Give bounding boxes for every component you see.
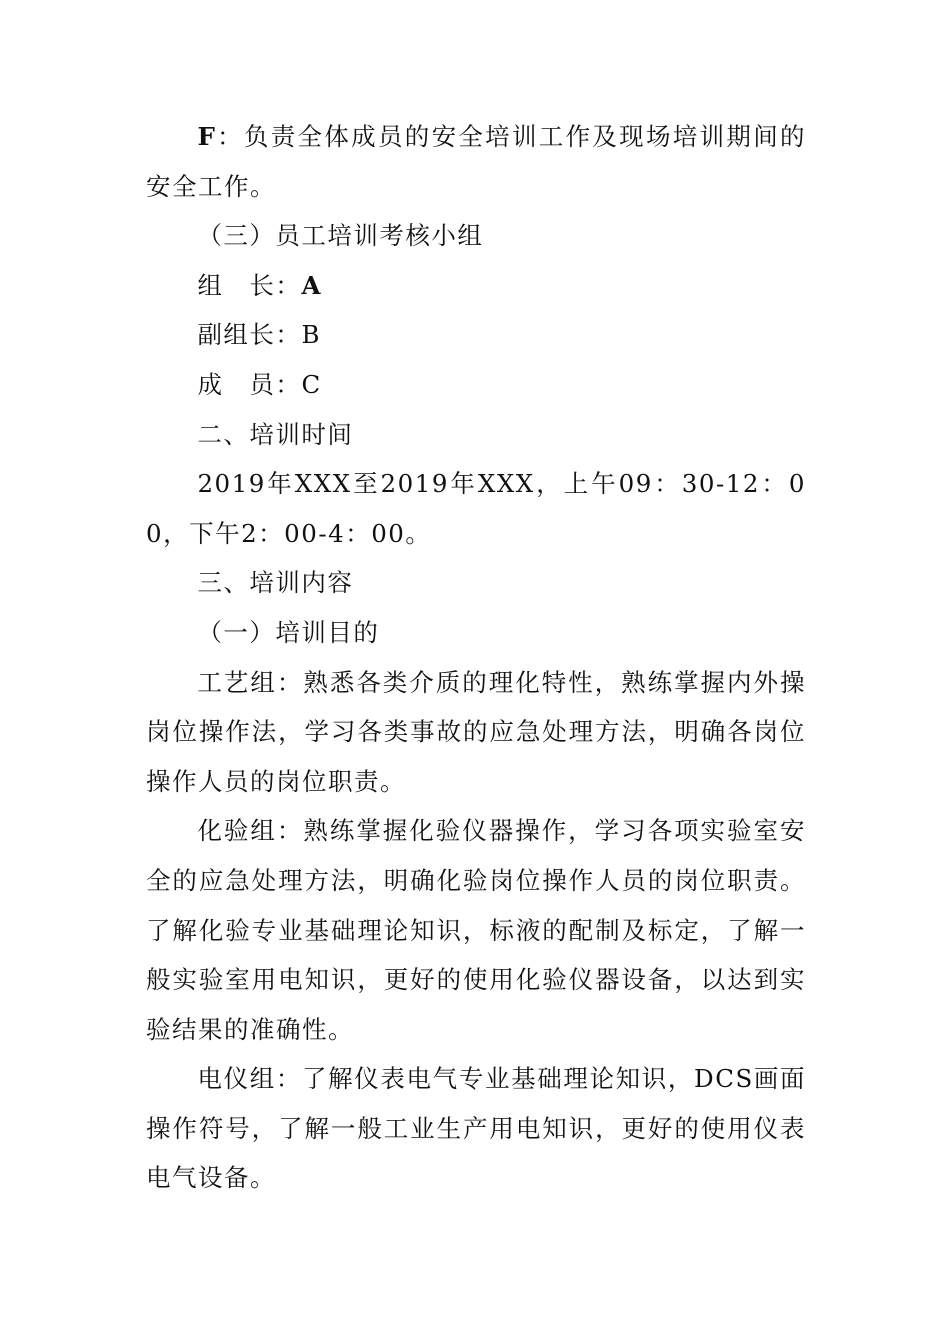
deputy-leader-line <box>146 310 806 360</box>
paragraph-training-time: 2019年XXX至2019年XXX，上午09：30-12：00，下午2：00-4：00。 <box>146 469 806 548</box>
lead-letter: F <box>197 122 217 151</box>
role-value: B <box>301 320 321 350</box>
role-label: 组 长： <box>197 270 302 300</box>
member-line <box>146 360 806 410</box>
paragraph-text: ：负责全体成员的安全培训工作及现场培训期间的安全工作。 <box>146 122 806 201</box>
role-label: 副组长： <box>197 320 302 350</box>
heading-training-purpose: （一）培训目的 <box>197 617 380 647</box>
role-value: C <box>301 369 322 399</box>
role-value: A <box>301 270 322 300</box>
paragraph-safety-duty <box>146 112 806 211</box>
paragraph-process-group: 工艺组：熟悉各类介质的理化特性，熟练掌握内外操岗位操作法，学习各类事故的应急处理方法，明确各岗位操作人员的岗位职责。 <box>146 667 806 796</box>
paragraph-instrument-group: 电仪组：了解仪表电气专业基础理论知识，DCS画面操作符号，了解一般工业生产用电知识，更好的使用仪表电气设备。 <box>146 1064 806 1193</box>
role-label: 成 员： <box>197 369 302 399</box>
paragraph-lab-group: 化验组：熟练掌握化验仪器操作，学习各项实验室安全的应急处理方法，明确化验岗位操作人员的岗位职责。了解化验专业基础理论知识，标液的配制及标定，了解一般实验室用电知识，更好的使用化验仪器设备，以达到实验结果的准确性。 <box>146 816 806 1044</box>
document-body <box>146 112 806 1203</box>
heading-training-time: 二、培训时间 <box>197 419 354 449</box>
heading-assessment-group: （三）员工培训考核小组 <box>197 221 484 251</box>
heading-training-content: 三、培训内容 <box>197 568 354 598</box>
group-leader-line <box>146 261 806 311</box>
